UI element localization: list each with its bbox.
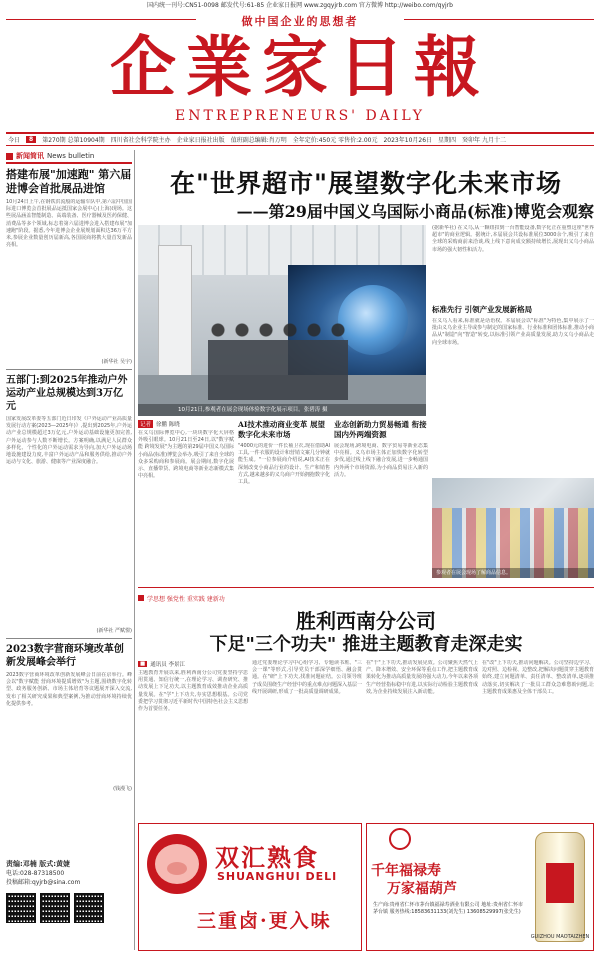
main-body-col-1 [138, 420, 234, 580]
byline-names: 徐鹏 陈晓 [156, 422, 180, 428]
phone-line: 电话:028-87318500 [6, 870, 65, 877]
main-subheadline: ——第29届中国义乌国际小商品(标准)博览会观察 [236, 202, 594, 221]
shuanghui-ad[interactable] [138, 823, 362, 951]
main-right-text: (据新华社) 在义乌,从一颗纽扣到一台智能设备,数字化正在重塑这座"世界超市"的商业逻辑。据统计,本届展会共设标准展位3000余个,吸引了来自全球的采购商前来洽谈,线上线下意向成交额持续增长,展现出义乌小商品市场的强大韧性和活力。 [432, 225, 594, 253]
story2-col-1 [138, 660, 248, 820]
main-headline[interactable]: 在"世界超市"展望数字化未来市场 [169, 169, 563, 198]
main-photo-caption: 10月21日,参观者在展会现场体验数字化展示项目。张碧涛 摄 [138, 404, 426, 416]
duty-editor: 值班副总编辑:肖万明 [230, 137, 287, 144]
story2-tags: 学思想 强党性 重实践 建新功 [147, 595, 225, 603]
pig-snout-icon [167, 862, 187, 875]
bulletin-label: 新闻简讯 [16, 152, 44, 160]
page-count-badge: 8 [26, 136, 36, 143]
qr-code-icon[interactable] [74, 893, 104, 923]
main-right-column [432, 225, 594, 475]
slogan-row [0, 12, 600, 28]
bulletin-3-title[interactable]: 2023数字营商环境改革创新发展峰会举行 [6, 644, 124, 668]
issue-number: 第270期 总第10904期 [42, 137, 105, 144]
divider [6, 638, 132, 639]
liquor-ad[interactable] [366, 823, 594, 951]
main-body-subhead-3: 业态创新助力贸易畅通 衔接国内外两端资源 [334, 420, 427, 439]
pig-face-icon [155, 844, 199, 884]
story2-text-1: 主题教育开展以来,胜利西南分公司党委坚持学思用贯通、知信行统一,在理论学习、调查研究、推动发展上下足功夫,以主题教育成效推动企业高质量发展。在"学"上下功夫,夯实思想根基。公司党委把学习贯彻习近平新时代中国特色社会主义思想作为首要任务。 [138, 670, 248, 713]
editors-line: 责编:邓楠 版式:黄婕 [6, 860, 71, 868]
main-right-subhead: 标准先行 引领产业发展新格局 [432, 305, 533, 314]
main-right-body: 在义乌人看来,标准就是话语权。本届展会以"标准"为特色,集中展示了一批由义乌企业主导或参与制定的国家标准、行业标准和团体标准,推动小商品从"制造"向"智造"转变,以标准引领产业高质量发展,助力义乌小商品走向全球市场。 [432, 318, 594, 346]
bulletin-2-title[interactable]: 五部门:到2025年推动户外运动产业总规模达到3万亿元 [6, 375, 128, 412]
story2-text-2: 通过党委理论学习中心组学习、专题读书班、"三会一课"等形式,引导党员干部深学细悟、融会贯通。在"研"上下功夫,找准问题症结。公司领导班子成员围绕生产经营中的重点难点问题深入基层一线开展调研,形成了一批高质量调研成果。 [252, 660, 362, 695]
price: 全年定价:450元 零售价:2.00元 [292, 137, 378, 144]
story2-col-2 [252, 660, 362, 820]
qr-codes [6, 893, 132, 923]
bulletin-3-body: 2023数字营商环境改革创新发展峰会日前在京举行。峰会以"数字赋能 营商环境提质增效"为主题,围绕数字化转型、政务服务创新、市场主体培育等议题展开深入交流,发布了相关研究成果和典型案例,为推动营商环境持续优化提供参考。 [6, 672, 132, 707]
main-body-col-3 [334, 420, 428, 580]
slogan-rule-left [6, 19, 196, 20]
news-bulletin-column [6, 150, 132, 852]
publisher: 企业家日报社出版 [176, 137, 225, 144]
main-byline [138, 420, 234, 428]
qr-code-icon[interactable] [6, 893, 36, 923]
secondary-photo-caption: 参观者在展会现场了解商品信息。 [432, 568, 594, 578]
ad1-brand-cn: 双汇熟食 [215, 844, 319, 872]
ad2-address: 生产商:贵州省仁怀市茅台镇福禄寿酒业有限公司 地址:贵州省仁怀市茅台镇 服务热线:18583631133(刘先生) 13608529997(张先生) [373, 902, 523, 915]
qr-code-icon[interactable] [40, 893, 70, 923]
newspaper-logo: 企業家日報 [110, 28, 490, 106]
news-bulletin-header [6, 150, 132, 164]
story2-text-3: 在"干"上下功夫,推动发展见效。公司聚焦天然气上产、降本增效、安全环保等重点工作,把主题教育成果转化为推动高质量发展的强大动力,今年以来各项生产经营指标稳中有进,以实际行动检验主题教育成效,为企业持续发展注入新动能。 [366, 660, 478, 695]
ad1-brand-en: SHUANGHUI DELI [217, 870, 338, 883]
byline-tag: ■ [140, 661, 146, 667]
bulletin-2-credit: (新华社 严赋憬) [96, 628, 132, 634]
issue-date: 2023年10月26日 [383, 137, 433, 144]
main-photo [138, 225, 426, 416]
weekday: 星期四 [438, 137, 457, 144]
story2-headline-2[interactable]: 下足"三个功夫" 推进主题教育走深走实 [209, 634, 523, 655]
bulletin-2-body: 国家发展改革委等五部门近日印发《户外运动产业高质量发展行动方案(2023—2025年)》,提出到2025年,户外运动产业总规模超过3万亿元,户外运动基础设施更加完善,户外运动参与人数不断增长。方案明确,以满足人民群众多样化、个性化的户外运动需求为导向,加大户外运动场地设施建设力度,丰富户外运动产品和服务供给,推动户外运动与文化、旅游、健康等产业深度融合。 [6, 416, 132, 466]
slogan: 做中国企业的思想者 [241, 15, 359, 28]
bulletin-1-body: 10月24日上午,在钢铁洪流般的运输车队中,第六届中国国际进口博览会首批展品运抵国家会展中心(上海)现场。这些展品涵盖智能制造、高端装备、医疗器械及医药保健、消费品等多个领域,标志着第六届进博会进入搭建布展"加速跑"阶段。据悉,今年进博会企业展规划面积达36万平方米,参展企业数量创历届新高,各国展商将携大量首发新品亮相。 [6, 199, 132, 249]
bottle-label [546, 863, 574, 903]
ad2-headline-2: 万家福葫芦 [387, 881, 457, 897]
email-line: 投稿邮箱:qyjrb@sina.com [6, 879, 81, 886]
brand-seal-icon [389, 828, 411, 850]
column-divider [134, 150, 135, 950]
byline-tag: 记者 [140, 422, 152, 428]
editors-box [6, 860, 132, 950]
bulletin-3-credit: (钱漫飞) [113, 786, 132, 792]
divider [6, 369, 132, 370]
ad1-slogan: 三重卤·更入味 [197, 910, 332, 932]
pig-logo-icon [147, 834, 207, 894]
story2-byline-names: 通讯员 李景江 [150, 662, 185, 668]
ad2-bottle-name: GUIZHOU MAOTAIZHEN [530, 934, 590, 940]
story2-col-3 [366, 660, 478, 820]
tag-square-icon [138, 595, 144, 601]
bulletin-square-icon [6, 153, 13, 160]
bulletin-label-en: News bulletin [47, 152, 95, 160]
story2-tag-row [138, 592, 225, 604]
bulletin-1-title[interactable]: 搭建布展"加速跑" 第六届进博会首批展品进馆 [6, 168, 132, 195]
liquor-bottle-icon [535, 832, 585, 942]
bulletin-1-credit: (新华社 吴宇) [101, 359, 132, 365]
photo-globe [338, 285, 408, 355]
photo-visitors [208, 320, 348, 400]
slogan-rule-right [404, 19, 594, 20]
issue-info-bar [6, 132, 594, 146]
main-body-text-2: "4000元的进价一件长袖卫衣,现在借助AI工具,一件衣服的设计和营销文案几分钟就能生成。"一位参展商介绍说,AI技术正在深刻改变小商品行业的设计、生产和销售方式,越来越多的义乌商户开始拥抱数字化工具。 [238, 443, 330, 486]
newspaper-logo-en: ENTREPRENEURS' DAILY [175, 108, 425, 124]
issue-label: 今日 [8, 137, 21, 144]
ad2-headline-1: 千年福禄寿 [371, 863, 441, 879]
sponsor: 四川省社会科学院主办 [110, 137, 171, 144]
section-rule [138, 587, 594, 588]
secondary-photo [432, 478, 594, 578]
story2-byline [138, 660, 248, 668]
story2-col-4 [482, 660, 594, 820]
topline-info: 国内统一刊号:CN51-0098 邮发代号:61-85 企业家日报网 www.zgqyjrb.com 官方微博 http://weibo.com/qyjrb [147, 2, 453, 9]
lunar-date: 癸卯年 九月十二 [462, 137, 506, 144]
main-body-text-1: 在义乌国际博览中心,一块块数字化大屏格外吸引眼球。10月21日至24日,以"数字赋能 跨境发展"为主题的第29届中国义乌国际小商品(标准)博览会举办,吸引了来自全球的众多采购商和参展商。展会期间,数字化展示、直播带货、跨境电商等新业态新模式集中亮相。 [138, 430, 234, 480]
main-body-text-3: 展会现场,跨境电商、数字贸易等新业态集中亮相。义乌市场主体正加快数字化转型步伐,通过线上线下融合发展,进一步畅通国内外两个市场资源,为小商品贸易注入新的活力。 [334, 443, 428, 478]
main-body-subhead-2: AI技术推动商业变革 展望数字化未来市场 [238, 420, 325, 439]
main-body-col-2 [238, 420, 330, 580]
story2-text-4: 在"改"上下功夫,推动问题解决。公司坚持边学习、边对照、边检视、边整改,把解决问题贯穿主题教育始终,建立问题清单、责任清单、整改清单,逐项推动落实,切实解决了一批员工群众急难愁盼问题,让主题教育成果惠及全体干部员工。 [482, 660, 594, 695]
story2-headline-1[interactable]: 胜利西南分公司 [296, 609, 436, 633]
